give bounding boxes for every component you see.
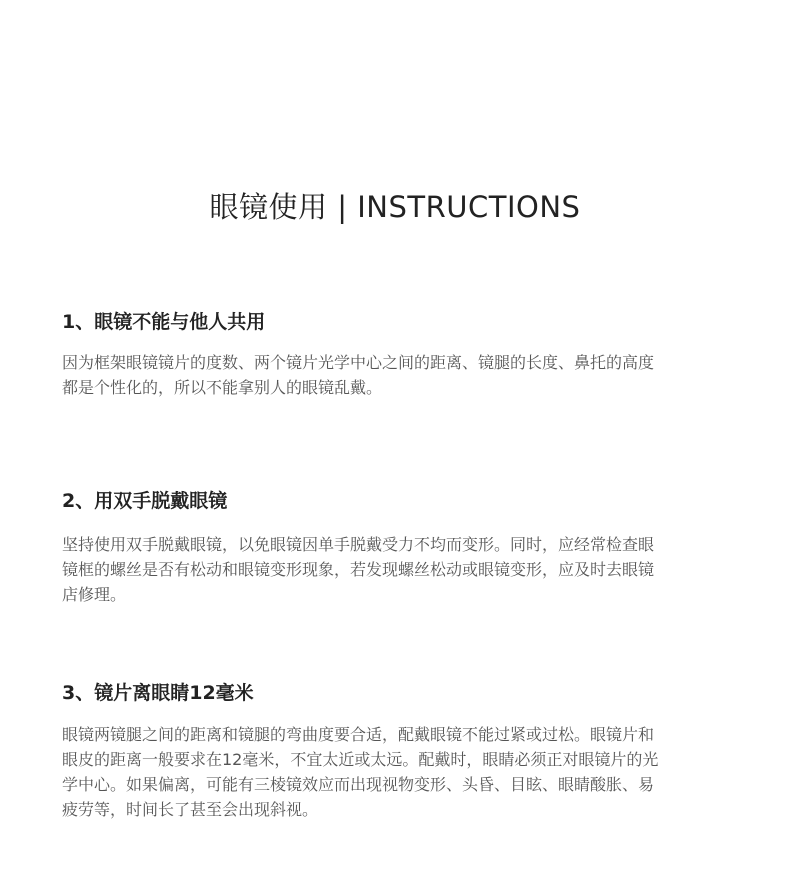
section-body <box>62 532 752 607</box>
body-line: 眼皮的距离一般要求在12毫米，不宜太近或太远。配戴时，眼睛必须正对眼镜片的光 <box>62 750 659 769</box>
section-heading: 3、镜片离眼睛12毫米 <box>62 682 254 704</box>
body-line: 因为框架眼镜镜片的度数、两个镜片光学中心之间的距离、镜腿的长度、鼻托的高度 <box>62 353 655 372</box>
body-line: 学中心。如果偏离，可能有三棱镜效应而出现视物变形、头昏、目眩、眼睛酸胀、易 <box>62 775 655 794</box>
body-line: 坚持使用双手脱戴眼镜，以免眼镜因单手脱戴受力不均而变形。同时，应经常检查眼 <box>62 535 655 554</box>
body-line: 店修理。 <box>62 585 127 604</box>
body-line: 眼镜两镜腿之间的距离和镜腿的弯曲度要合适，配戴眼镜不能过紧或过松。眼镜片和 <box>62 725 655 744</box>
section-heading: 2、用双手脱戴眼镜 <box>62 490 228 512</box>
section-body <box>62 722 752 822</box>
body-line: 都是个性化的，所以不能拿别人的眼镜乱戴。 <box>62 378 383 397</box>
section-lens-distance <box>62 679 752 822</box>
section-no-sharing <box>62 308 752 400</box>
section-body <box>62 350 752 400</box>
section-heading: 1、眼镜不能与他人共用 <box>62 311 266 333</box>
section-two-hands <box>62 487 752 607</box>
body-line: 疲劳等，时间长了甚至会出现斜视。 <box>62 800 319 819</box>
body-line: 镜框的螺丝是否有松动和眼镜变形现象，若发现螺丝松动或眼镜变形，应及时去眼镜 <box>62 560 655 579</box>
page-title: 眼镜使用 | INSTRUCTIONS <box>209 190 581 224</box>
